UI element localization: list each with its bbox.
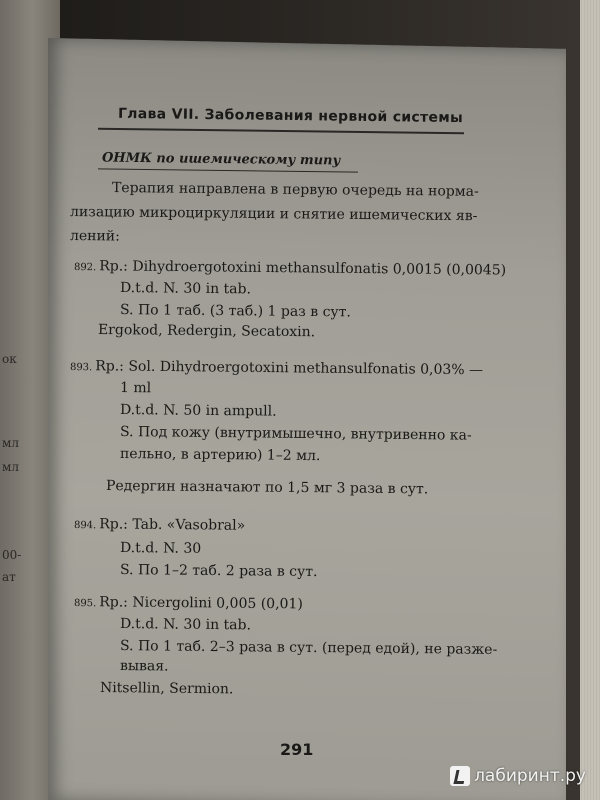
rx-893-dtd: D.t.d. N. 50 in ampull. xyxy=(119,402,277,420)
page-content xyxy=(60,0,530,800)
rx-893-sig-cont: пельно, в артерию) 1–2 мл. xyxy=(119,446,321,465)
rx-drug: Nicergolini 0,005 (0,01) xyxy=(132,594,303,613)
rx-894-line xyxy=(74,516,245,534)
rx-894-dtd: D.t.d. N. 30 xyxy=(119,540,202,557)
rx-label: Rp.: xyxy=(99,258,129,275)
rx-label: Rp.: xyxy=(99,594,129,611)
left-page-fragment: ат xyxy=(2,570,16,584)
watermark-text: лабиринт.ру xyxy=(474,766,586,786)
rx-drug: Sol. Dihydroergotoxini methansulfonatis 0,03% — xyxy=(128,358,484,379)
note-line: Редергин назначают по 1,5 мг 3 раза в сут. xyxy=(105,478,429,498)
rx-893-sig: S. Под кожу (внутримышечно, внутривенно ка- xyxy=(119,424,472,444)
rx-number: 893. xyxy=(69,362,93,374)
rx-label: Rp.: xyxy=(99,516,129,533)
left-page-fragment: ок xyxy=(2,352,17,366)
chapter-header: Глава VII. Заболевания нервной системы xyxy=(117,105,464,127)
rx-number: 894. xyxy=(73,520,97,532)
rx-892-line xyxy=(74,258,506,279)
header-rule xyxy=(98,128,464,134)
rx-895-line xyxy=(74,594,303,612)
rx-drug: Dihydroergotoxini methansulfonatis 0,0015 (0,0045) xyxy=(132,258,507,279)
rx-895-brands: Nitsellin, Sermion. xyxy=(99,680,234,698)
left-page-fragment: мл xyxy=(2,436,19,450)
rx-number: 895. xyxy=(73,598,97,610)
rx-893-line xyxy=(70,358,483,378)
intro-line: лений: xyxy=(69,228,120,245)
page-edges xyxy=(580,0,600,800)
rx-drug: Tab. «Vasobral» xyxy=(132,516,246,534)
rx-number: 892. xyxy=(73,262,97,274)
watermark xyxy=(450,766,586,786)
left-page-fragment: 00- xyxy=(2,548,22,562)
intro-line: лизацию микроциркуляции и снятие ишемических яв- xyxy=(69,204,478,225)
section-rule xyxy=(98,168,358,172)
left-page-fragment: мл xyxy=(2,460,19,474)
section-title: ОНМК по ишемическому типу xyxy=(101,150,341,169)
rx-893-drug-cont: 1 ml xyxy=(119,380,152,397)
rx-895-sig-cont: вывая. xyxy=(119,658,169,675)
page-number: 291 xyxy=(280,740,314,759)
intro-line: Терапия направлена в первую очередь на норма- xyxy=(111,180,479,200)
rx-895-sig: S. По 1 таб. 2–3 раза в сут. (перед едой), не разже- xyxy=(119,638,498,658)
rx-895-dtd: D.t.d. N. 30 in tab. xyxy=(119,616,252,634)
rx-894-sig: S. По 1–2 таб. 2 раза в сут. xyxy=(119,562,318,581)
labirint-logo-icon xyxy=(450,766,470,786)
rx-label: Rp.: xyxy=(95,358,125,375)
rx-892-sig: S. По 1 таб. (3 таб.) 1 раз в сут. xyxy=(119,302,351,321)
rx-892-dtd: D.t.d. N. 30 in tab. xyxy=(119,280,252,298)
rx-892-brands: Ergokod, Redergin, Secatoxin. xyxy=(97,322,316,341)
